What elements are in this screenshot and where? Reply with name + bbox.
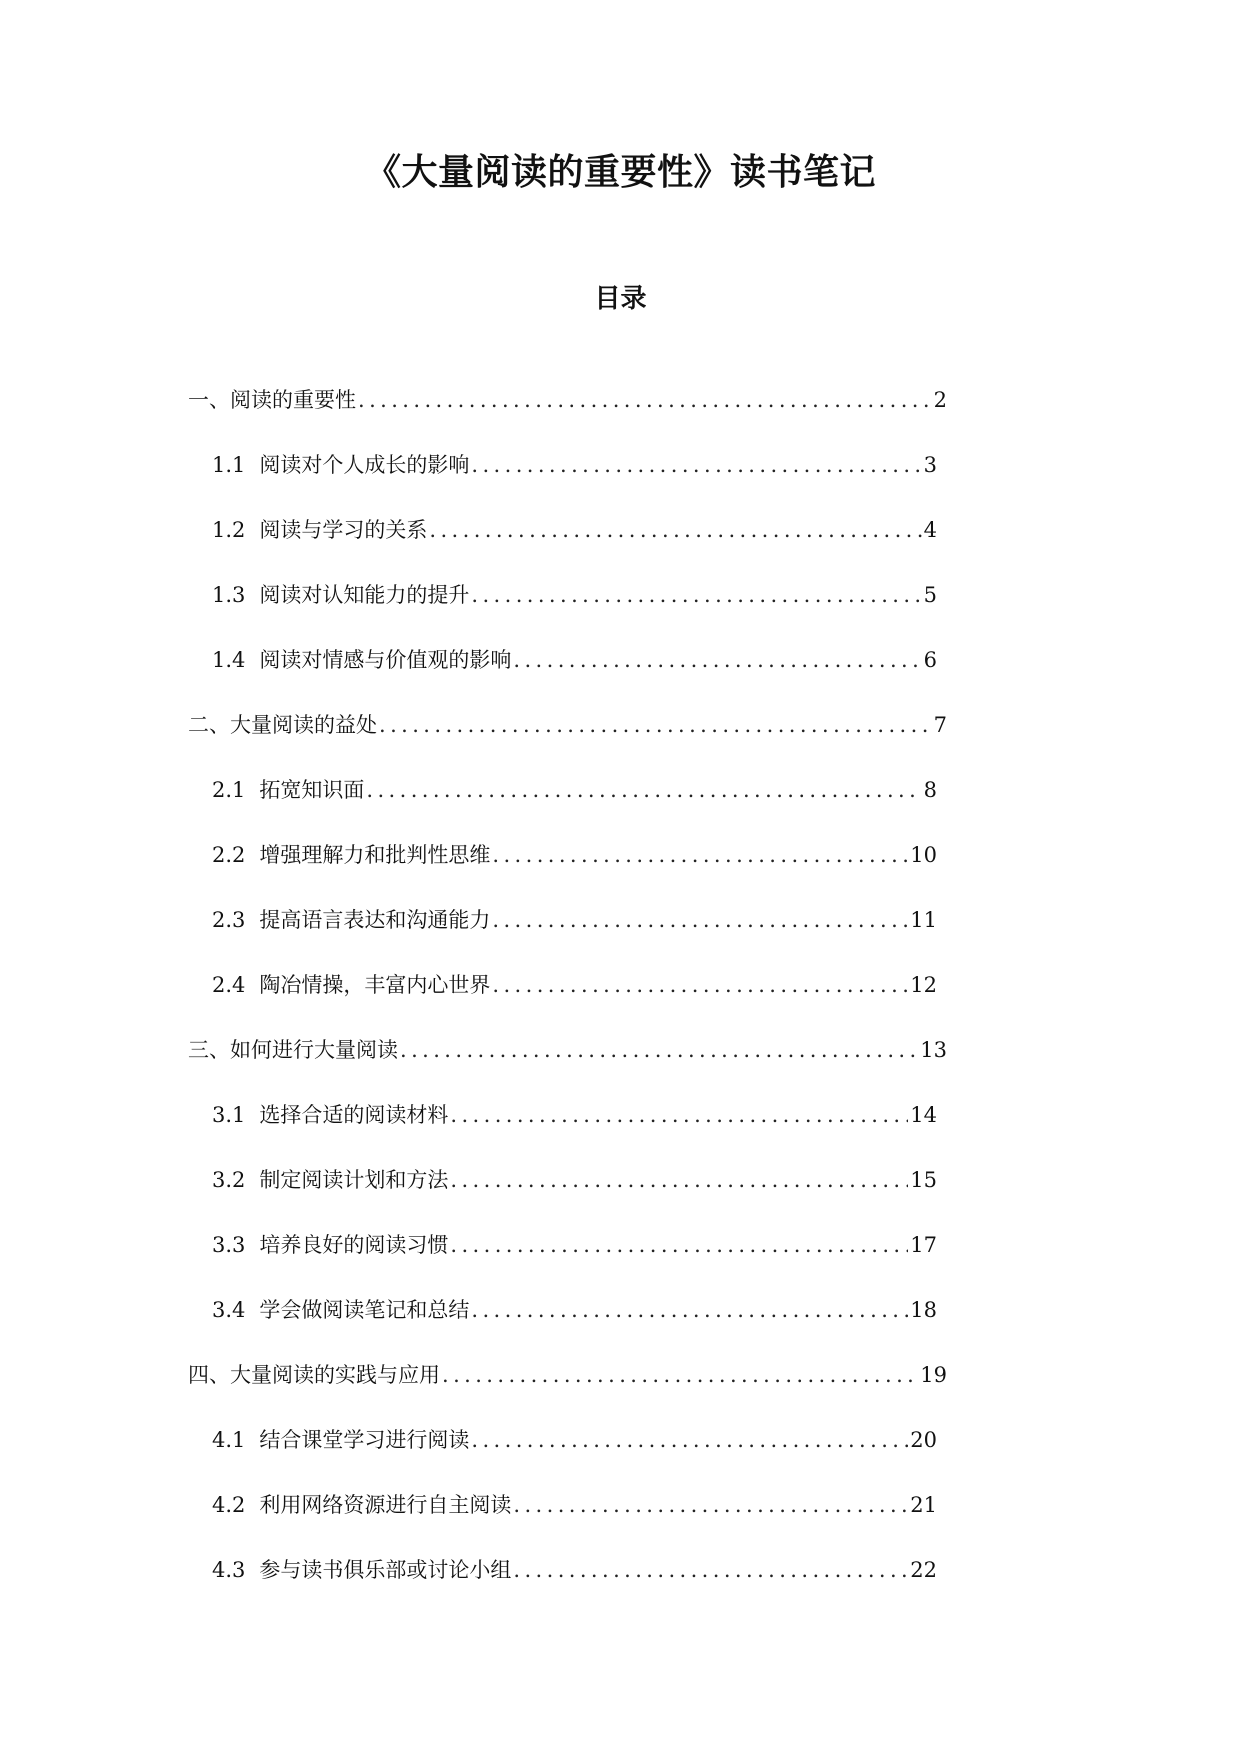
toc-dot-leader: [450, 1100, 908, 1130]
toc-dot-leader: [492, 905, 908, 935]
toc-section-entry[interactable]: [0, 515, 1241, 580]
toc-entry-title: [212, 1230, 448, 1260]
toc-entry-title: [212, 775, 364, 805]
toc-entry-number: 2.3: [212, 908, 246, 932]
toc-entry-line: [188, 385, 947, 415]
toc-entry-line: [212, 450, 937, 480]
toc-page-number: 8: [923, 778, 937, 802]
toc-entry-title: [188, 385, 356, 415]
toc-section-entry[interactable]: [0, 450, 1241, 515]
toc-dot-leader: [400, 1035, 918, 1065]
toc-section-entry[interactable]: [0, 775, 1241, 840]
toc-section-entry[interactable]: [0, 1230, 1241, 1295]
toc-entry-title: [212, 905, 490, 935]
toc-section-entry[interactable]: [0, 1425, 1241, 1490]
toc-entry-number: 1.1: [212, 453, 246, 477]
toc-entry-number: 3.3: [212, 1233, 246, 1257]
toc-section-entry[interactable]: [0, 1555, 1241, 1620]
toc-section-entry[interactable]: [0, 970, 1241, 1035]
toc-section-entry[interactable]: [0, 1100, 1241, 1165]
toc-entry-label: 参与读书俱乐部或讨论小组: [259, 1558, 512, 1582]
toc-entry-line: [212, 1230, 937, 1260]
toc-dot-leader: [366, 775, 921, 805]
toc-dot-leader: [471, 580, 921, 610]
toc-section-entry[interactable]: [0, 645, 1241, 710]
toc-page-number: 13: [920, 1038, 947, 1062]
toc-page-number: 5: [923, 583, 937, 607]
toc-entry-label: 提高语言表达和沟通能力: [259, 908, 491, 932]
toc-dot-leader: [513, 1490, 908, 1520]
toc-entry-label: 一、阅读的重要性: [188, 388, 356, 412]
toc-dot-leader: [379, 710, 932, 740]
toc-entry-label: 增强理解力和批判性思维: [259, 843, 491, 867]
toc-entry-label: 拓宽知识面: [259, 778, 365, 802]
toc-entry-number: 1.4: [212, 648, 246, 672]
toc-entry-label: 陶冶情操，丰富内心世界: [259, 973, 491, 997]
toc-entry-line: [212, 1555, 937, 1585]
toc-dot-leader: [513, 1555, 908, 1585]
toc-entry-number: 2.2: [212, 843, 246, 867]
toc-dot-leader: [450, 1230, 908, 1260]
toc-entry-label: 二、大量阅读的益处: [188, 713, 377, 737]
toc-entry-title: [188, 710, 377, 740]
toc-chapter-entry[interactable]: [0, 710, 1241, 775]
toc-entry-line: [212, 515, 937, 545]
toc-entry-label: 阅读与学习的关系: [259, 518, 428, 542]
toc-entry-number: 1.2: [212, 518, 246, 542]
toc-dot-leader: [471, 1295, 908, 1325]
toc-entry-number: 4.3: [212, 1558, 246, 1582]
toc-entry-line: [212, 840, 937, 870]
toc-entry-label: 制定阅读计划和方法: [259, 1168, 449, 1192]
toc-entry-line: [212, 1295, 937, 1325]
toc-section-entry[interactable]: [0, 905, 1241, 970]
toc-entry-line: [212, 1425, 937, 1455]
toc-entry-title: [212, 970, 490, 1000]
toc-entry-number: 4.1: [212, 1428, 246, 1452]
toc-page-number: 6: [923, 648, 937, 672]
table-of-contents: [0, 385, 1241, 1620]
toc-page-number: 2: [933, 388, 947, 412]
toc-entry-label: 四、大量阅读的实践与应用: [188, 1363, 440, 1387]
toc-entry-label: 阅读对个人成长的影响: [259, 453, 470, 477]
toc-entry-label: 阅读对认知能力的提升: [259, 583, 470, 607]
toc-entry-title: [212, 450, 469, 480]
toc-page-number: 10: [910, 843, 937, 867]
toc-page-number: 11: [910, 908, 937, 932]
toc-page-number: 4: [923, 518, 937, 542]
toc-section-entry[interactable]: [0, 1165, 1241, 1230]
toc-entry-number: 1.3: [212, 583, 246, 607]
toc-dot-leader: [471, 450, 921, 480]
toc-entry-number: 3.2: [212, 1168, 246, 1192]
toc-entry-title: [212, 840, 490, 870]
toc-dot-leader: [429, 515, 921, 545]
toc-entry-number: 2.1: [212, 778, 246, 802]
toc-chapter-entry[interactable]: [0, 385, 1241, 450]
toc-entry-label: 利用网络资源进行自主阅读: [259, 1493, 512, 1517]
toc-entry-title: [212, 1165, 448, 1195]
toc-entry-title: [212, 1295, 469, 1325]
toc-entry-title: [212, 515, 427, 545]
toc-page-number: 12: [910, 973, 937, 997]
toc-entry-title: [188, 1360, 440, 1390]
toc-entry-number: 3.4: [212, 1298, 246, 1322]
toc-entry-line: [188, 1360, 947, 1390]
toc-entry-line: [212, 580, 937, 610]
toc-dot-leader: [442, 1360, 918, 1390]
toc-dot-leader: [492, 970, 908, 1000]
toc-entry-line: [212, 970, 937, 1000]
toc-heading: 目录: [594, 284, 647, 314]
toc-entry-title: [212, 1555, 511, 1585]
toc-section-entry[interactable]: [0, 1490, 1241, 1555]
toc-dot-leader: [471, 1425, 908, 1455]
toc-entry-title: [212, 580, 469, 610]
toc-entry-label: 选择合适的阅读材料: [259, 1103, 449, 1127]
toc-section-entry[interactable]: [0, 1295, 1241, 1360]
toc-entry-number: 3.1: [212, 1103, 246, 1127]
toc-entry-label: 学会做阅读笔记和总结: [259, 1298, 470, 1322]
toc-entry-line: [212, 645, 937, 675]
toc-dot-leader: [513, 645, 921, 675]
toc-page-number: 19: [920, 1363, 947, 1387]
toc-entry-title: [212, 645, 511, 675]
toc-section-entry[interactable]: [0, 580, 1241, 645]
toc-page-number: 18: [910, 1298, 937, 1322]
toc-page-number: 7: [933, 713, 947, 737]
document-title: 《大量阅读的重要性》读书笔记: [364, 152, 876, 193]
toc-page-number: 14: [910, 1103, 937, 1127]
toc-page-number: 3: [923, 453, 937, 477]
toc-entry-line: [212, 775, 937, 805]
toc-page-number: 15: [910, 1168, 937, 1192]
toc-dot-leader: [450, 1165, 908, 1195]
toc-page-number: 22: [910, 1558, 937, 1582]
toc-entry-line: [212, 1100, 937, 1130]
toc-entry-line: [188, 1035, 947, 1065]
toc-entry-line: [212, 1490, 937, 1520]
toc-entry-label: 结合课堂学习进行阅读: [259, 1428, 470, 1452]
toc-section-entry[interactable]: [0, 840, 1241, 905]
toc-chapter-entry[interactable]: [0, 1035, 1241, 1100]
toc-page-number: 20: [910, 1428, 937, 1452]
toc-entry-title: [212, 1490, 511, 1520]
toc-entry-line: [212, 905, 937, 935]
toc-dot-leader: [492, 840, 908, 870]
toc-entry-number: 4.2: [212, 1493, 246, 1517]
toc-entry-title: [188, 1035, 398, 1065]
toc-entry-number: 2.4: [212, 973, 246, 997]
toc-page-number: 21: [910, 1493, 937, 1517]
toc-entry-title: [212, 1100, 448, 1130]
toc-entry-line: [188, 710, 947, 740]
toc-entry-label: 三、如何进行大量阅读: [188, 1038, 398, 1062]
toc-entry-label: 培养良好的阅读习惯: [259, 1233, 449, 1257]
toc-chapter-entry[interactable]: [0, 1360, 1241, 1425]
toc-entry-label: 阅读对情感与价值观的影响: [259, 648, 512, 672]
toc-page-number: 17: [910, 1233, 937, 1257]
toc-entry-line: [212, 1165, 937, 1195]
toc-dot-leader: [358, 385, 932, 415]
toc-entry-title: [212, 1425, 469, 1455]
